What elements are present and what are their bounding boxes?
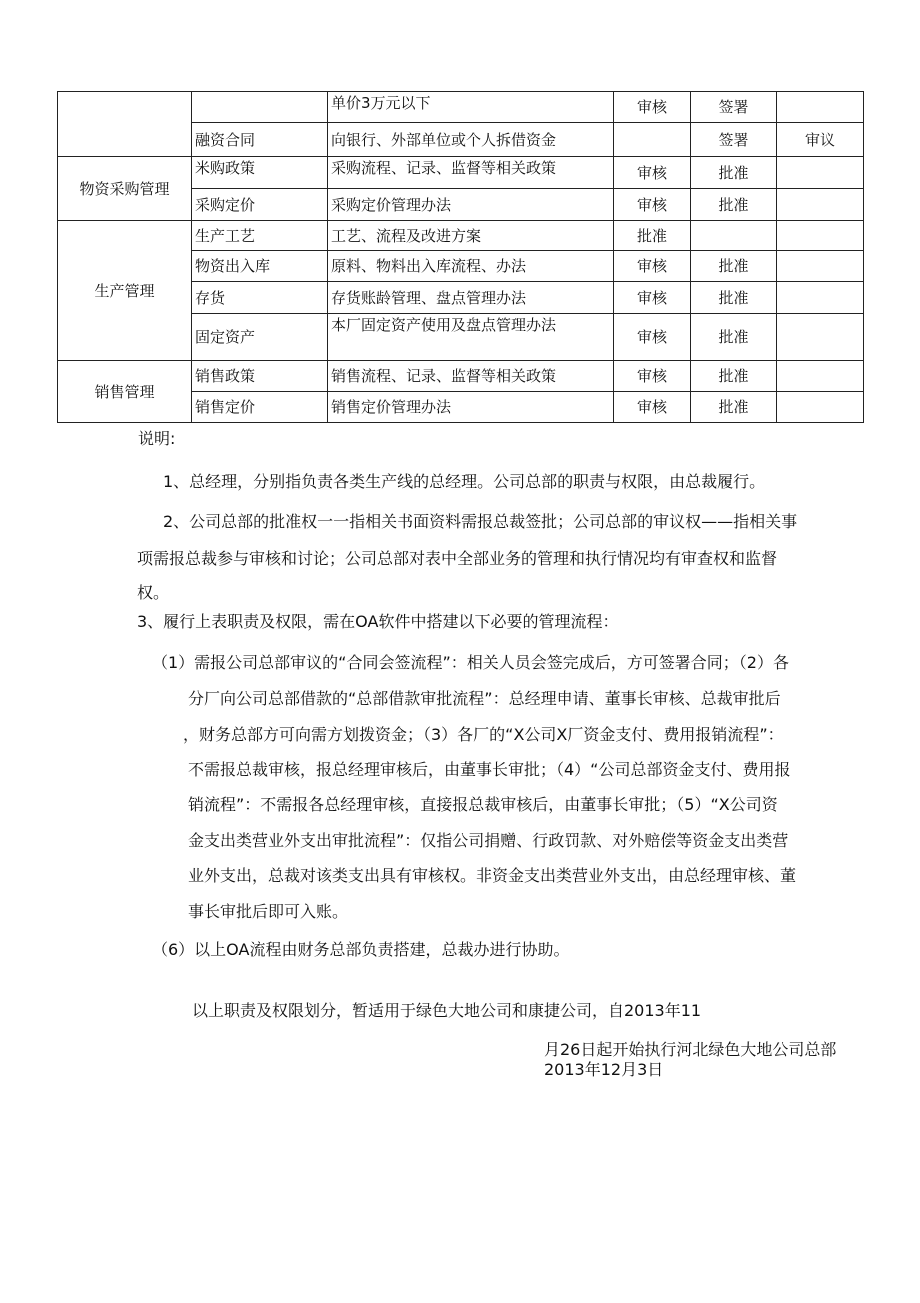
authority-cell	[614, 123, 691, 157]
authority-cell: 签署	[691, 123, 777, 157]
authority-cell: 批准	[691, 392, 777, 423]
process-line: 金支出类营业外支出审批流程”：仅指公司捐赠、行政罚款、对外赔偿等资金支出类营	[188, 831, 789, 850]
content-cell: 向银行、外部单位或个人拆借资金	[328, 123, 614, 157]
process-line: 业外支出，总裁对该类支出具有审核权。非资金支出类营业外支出，由总经理审核、董	[188, 866, 797, 885]
authority-cell	[777, 282, 864, 314]
table-row	[58, 221, 864, 251]
authority-cell: 批准	[691, 361, 777, 392]
content-cell: 销售定价管理办法	[328, 392, 614, 423]
signature-line: 月26日起开始执行河北绿色大地公司总部	[544, 1040, 837, 1059]
note-1: 1、总经理，分别指负责各类生产线的总经理。公司总部的职责与权限，由总裁履行。	[163, 472, 766, 491]
table-row	[58, 361, 864, 392]
item-cell: 采购定价	[192, 189, 328, 221]
authority-cell	[777, 189, 864, 221]
authority-cell	[777, 314, 864, 361]
authority-cell: 审核	[614, 314, 691, 361]
authority-cell	[691, 221, 777, 251]
authority-cell	[777, 392, 864, 423]
note-3: 3、履行上表职责及权限，需在OA软件中搭建以下必要的管理流程：	[137, 612, 619, 631]
content-cell: 采购流程、记录、监督等相关政策	[328, 157, 614, 189]
content-cell: 原料、物料出入库流程、办法	[328, 251, 614, 282]
authority-cell: 审核	[614, 92, 691, 123]
content-cell: 存货账龄管理、盘点管理办法	[328, 282, 614, 314]
authority-cell	[777, 157, 864, 189]
note-2-line: 权。	[137, 583, 170, 602]
notes-heading: 说明:	[138, 429, 176, 448]
process-line: ，财务总部方可向需方划拨资金；（3）各厂的“X公司X厂资金支付、费用报销流程”：	[183, 725, 784, 744]
authority-cell	[777, 92, 864, 123]
process-line: 销流程”：不需报各总经理审核，直接报总裁审核后，由董事长审批；（5）“X公司资	[188, 795, 778, 814]
table-row	[58, 92, 864, 123]
item-cell: 存货	[192, 282, 328, 314]
process-line: 事长审批后即可入账。	[188, 902, 349, 921]
authority-cell: 审核	[614, 189, 691, 221]
authority-cell: 批准	[691, 251, 777, 282]
process-line: （1）需报公司总部审议的“合同会签流程”：相关人员会签完成后，方可签署合同；（2）各	[152, 653, 789, 672]
content-cell: 销售流程、记录、监督等相关政策	[328, 361, 614, 392]
authority-cell: 批准	[691, 314, 777, 361]
authority-cell: 审议	[777, 123, 864, 157]
authority-cell: 审核	[614, 361, 691, 392]
content-cell: 工艺、流程及改进方案	[328, 221, 614, 251]
table-row	[58, 157, 864, 189]
area-cell: 生产管理	[58, 221, 192, 361]
item-cell: 固定资产	[192, 314, 328, 361]
item-cell: 米购政策	[192, 157, 328, 189]
authority-cell	[777, 221, 864, 251]
item-cell: 销售政策	[192, 361, 328, 392]
authority-cell: 审核	[614, 282, 691, 314]
authority-cell	[777, 361, 864, 392]
authority-cell: 批准	[691, 157, 777, 189]
closing-statement: 以上职责及权限划分，暂适用于绿色大地公司和康捷公司，自2013年11	[192, 1001, 702, 1020]
authority-cell	[777, 251, 864, 282]
item-cell: 融资合同	[192, 123, 328, 157]
content-cell: 单价3万元以下	[328, 92, 614, 123]
authority-cell: 审核	[614, 251, 691, 282]
item-cell: 生产工艺	[192, 221, 328, 251]
area-cell: 物资采购管理	[58, 157, 192, 221]
authority-cell: 批准	[691, 282, 777, 314]
process-line: 分厂向公司总部借款的“总部借款审批流程”：总经理申请、董事长审核、总裁审批后	[188, 689, 781, 708]
authority-table	[57, 91, 864, 423]
item-cell	[192, 92, 328, 123]
content-cell: 本厂固定资产使用及盘点管理办法	[328, 314, 614, 361]
note-6: （6）以上OA流程由财务总部负责搭建，总裁办进行协助。	[152, 940, 570, 959]
note-2-line: 项需报总裁参与审核和讨论；公司总部对表中全部业务的管理和执行情况均有审查权和监督	[137, 549, 778, 568]
authority-cell: 批准	[614, 221, 691, 251]
area-cell: 销售管理	[58, 361, 192, 423]
authority-cell: 签署	[691, 92, 777, 123]
authority-cell: 审核	[614, 157, 691, 189]
authority-cell: 审核	[614, 392, 691, 423]
authority-cell: 批准	[691, 189, 777, 221]
content-cell: 采购定价管理办法	[328, 189, 614, 221]
note-2-line: 2、公司总部的批准权一一指相关书面资料需报总裁签批；公司总部的审议权——指相关事	[163, 512, 798, 531]
process-line: 不需报总裁审核，报总经理审核后，由董事长审批；（4）“公司总部资金支付、费用报	[188, 760, 791, 779]
signature-date: 2013年12月3日	[544, 1060, 664, 1079]
item-cell: 销售定价	[192, 392, 328, 423]
item-cell: 物资出入库	[192, 251, 328, 282]
area-cell	[58, 92, 192, 157]
